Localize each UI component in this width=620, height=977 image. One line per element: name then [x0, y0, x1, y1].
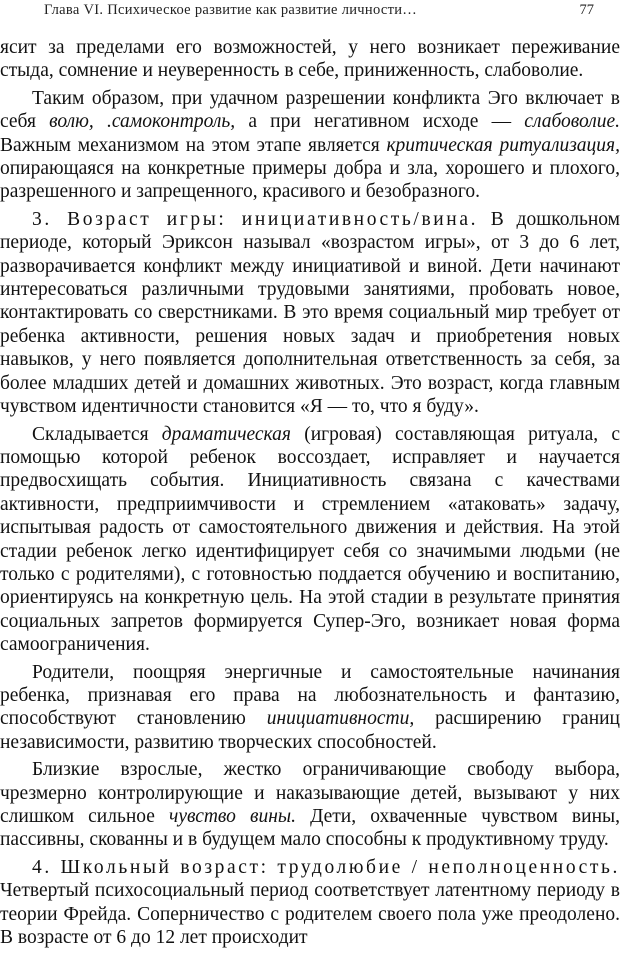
paragraph-text: расширению границ независимости, развитию творческих способностей. — [0, 708, 620, 753]
paragraph-3 — [0, 208, 620, 419]
italic-term: критическая ритуализация, — [386, 134, 620, 156]
italic-term: волю, .самоконтроль, — [49, 111, 236, 133]
paragraph-7 — [0, 856, 620, 950]
section-heading: 3. Возраст игры: инициативность/вина. — [32, 208, 479, 230]
italic-term: драматическая — [161, 423, 291, 445]
paragraph-text: Четвертый психосоциальный период соответствует латентному периоду в теории Фрейда. Соперничество с родителем своего пола уже преодолено. В возрасте от 6 до 12 лет происходит — [0, 880, 620, 949]
running-head: Глава VI. Психическое развитие как развитие личности… — [44, 2, 418, 18]
paragraph-text: Близкие взрослые, жестко ограничивающие свободу выбора, чрезмерно контролирующие и наказывающие детей, вызывают у них слишком сильное — [0, 759, 620, 827]
paragraph-text: (игровая) составляющая ритуала, с помощью которой ребенок воссоздает, исправляет и научается предвосхищать события. Инициативность связана с качествами активности, предприимчивости и стремлением «атаковать» задачу, испытывая радость от самостоятельного движения и действия. На этой стадии ребенок легко идентифицирует себя со значимыми людьми (не только с родителями), с готовностью поддается обучению и воспитанию, ориентируясь на конкретную цель. На этой стадии в результате принятия социальных запретов формируется Супер-Эго, возникает новая форма самоограничения. — [0, 423, 620, 656]
paragraph-1 — [0, 36, 620, 83]
paragraph-text: Дети, охваченные чувством вины, пассивны, скованны и в будущем мало способны к продуктивному труду. — [0, 806, 620, 851]
paragraph-text: Таким образом, при удачном разрешении конфликта Эго включает в себя — [0, 87, 620, 133]
italic-term: чувство вины. — [169, 806, 296, 827]
body-text — [0, 36, 620, 949]
paragraph-text: Родители, поощряя энергичные и самостоятельные начинания ребенка, признавая его права на любознательность и фантазию, способствуют становлению — [0, 661, 620, 730]
paragraph-text: опирающаяся на конкретные примеры добра и зла, хорошего и плохого, разрешенного и запрещенного, красивого и безобразного. — [0, 158, 620, 203]
italic-term: слабоволие. — [524, 111, 620, 133]
paragraph-text: Важным механизмом на этом этапе является — [0, 134, 387, 156]
section-heading: 4. Школьный возраст: трудолюбие / неполноценность. — [32, 856, 620, 878]
paragraph-6 — [0, 758, 620, 852]
paragraph-4 — [0, 423, 620, 657]
paragraph-2 — [0, 87, 620, 204]
paragraph-text: ясит за пределами его возможностей, у него возникает переживание стыда, сомнение и неуверенность в себе, приниженность, слабоволие. — [0, 37, 620, 82]
paragraph-5 — [0, 661, 620, 755]
paragraph-text: В дошкольном периоде, который Эриксон называл «возрастом игры», от 3 до 6 лет, разворачивается конфликт между инициативой и виной. Дети начинают интересоваться различными трудовыми занятиями, пробовать новое, контактировать со сверстниками. В это время социальный мир требует от ребенка активности, решения новых задач и приобретения новых навыков, у него появляется дополнительная ответственность за себя, за более младших детей и домашних животных. Это возраст, когда главным чувством идентичности становится «Я — то, что я буду». — [0, 208, 620, 418]
paragraph-text: а при негативном исходе — — [235, 111, 525, 133]
paragraph-text: Складывается — [32, 423, 162, 445]
page-number: 77 — [579, 2, 594, 18]
italic-term: инициативности, — [266, 708, 415, 730]
